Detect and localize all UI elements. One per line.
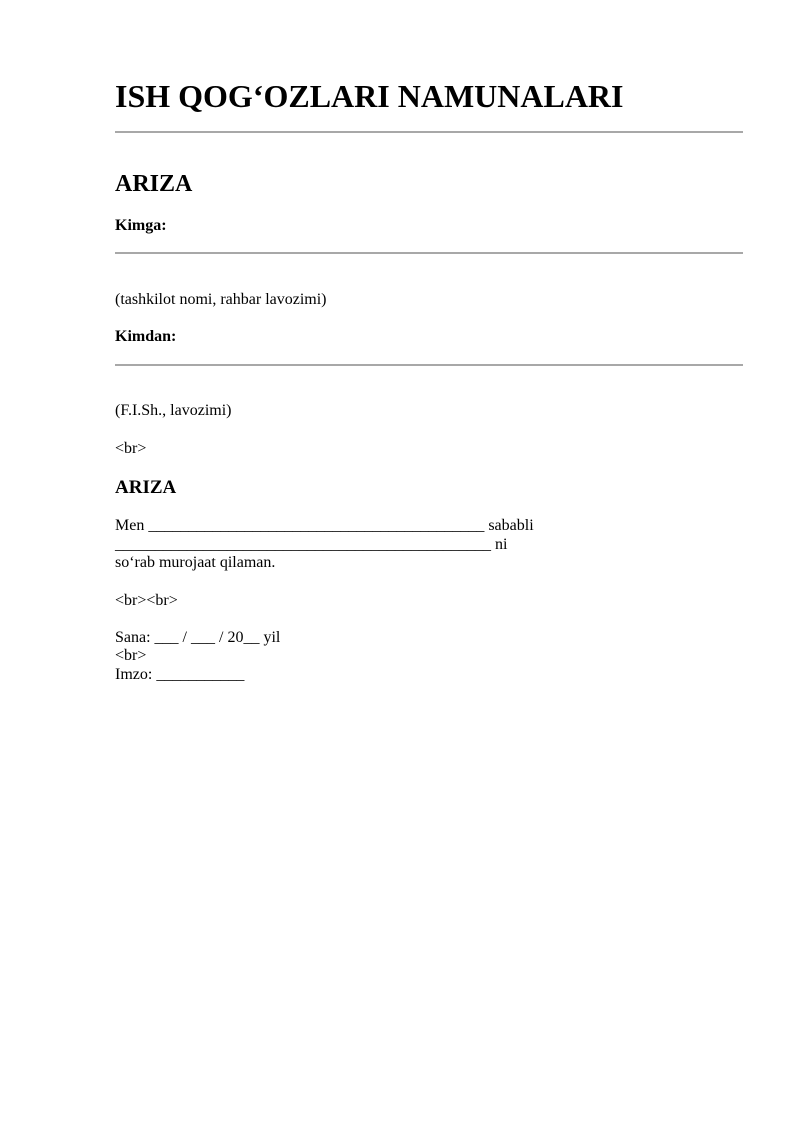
break-marker-single: <br> [115,647,147,664]
signature-line: Imzo: ___________ [115,666,245,683]
body-line-2: _______________________________________________ ni [115,536,508,553]
break-marker-double: <br><br> [115,592,178,609]
from-fill-line [115,364,743,366]
date-line: Sana: ___ / ___ / 20__ yil [115,629,281,646]
document-title: ISH QOG‘OZLARI NAMUNALARI [115,78,624,114]
to-label: Kimga: [115,217,167,234]
to-hint: (tashkilot nomi, rahbar lavozimi) [115,291,327,308]
body-line-3: so‘rab murojaat qilaman. [115,554,276,571]
from-hint: (F.I.Sh., lavozimi) [115,402,232,419]
from-label: Kimdan: [115,328,177,345]
body-title: ARIZA [115,477,177,498]
section-title: ARIZA [115,171,193,197]
body-line-1: Men __________________________________________ sababli [115,517,534,534]
break-marker: <br> [115,440,147,457]
title-divider [115,131,743,133]
to-fill-line [115,252,743,254]
